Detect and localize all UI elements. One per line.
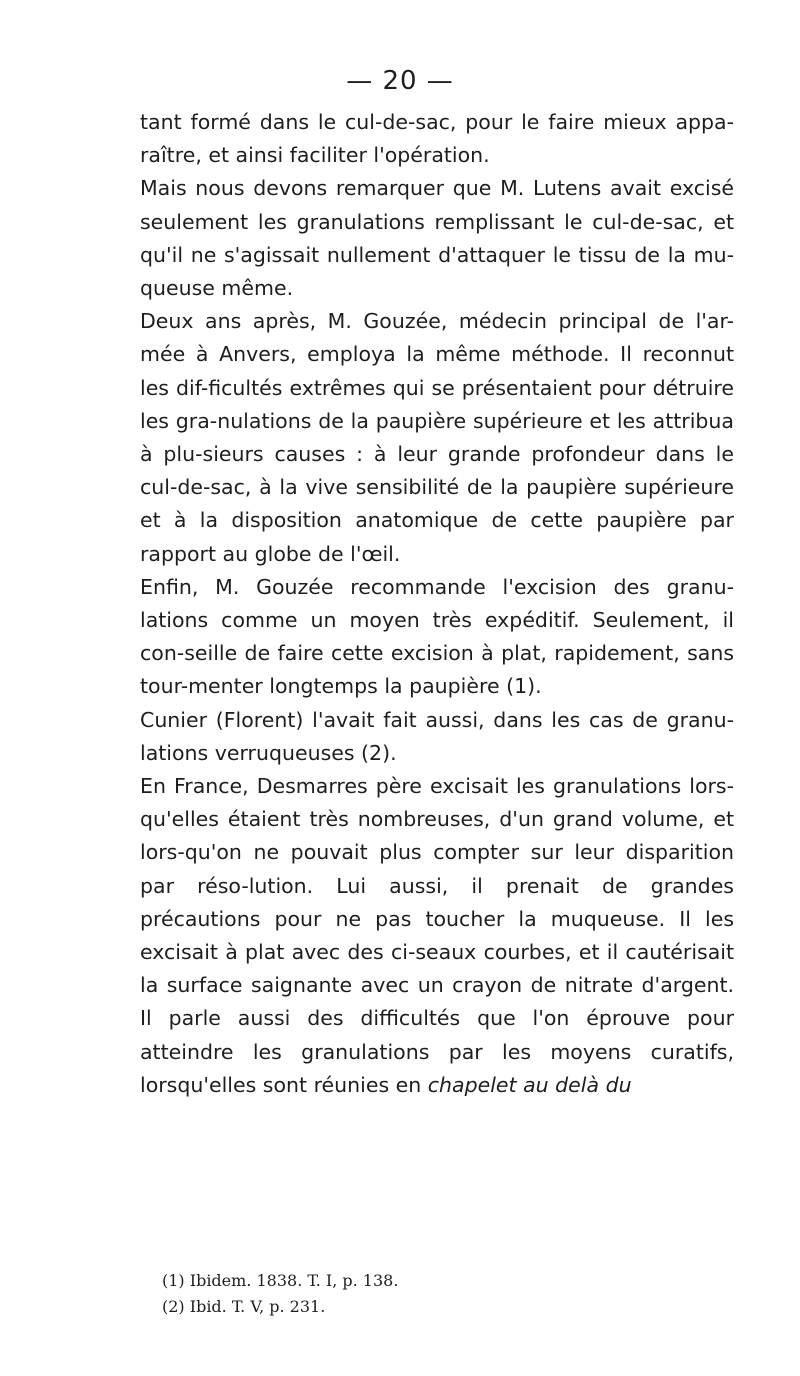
paragraph-6	[140, 770, 734, 1102]
paragraph-1: tant formé dans le cul-de-sac, pour le faire mieux appa-raître, et ainsi faciliter l'opération.	[140, 110, 734, 168]
paragraph-5: Cunier (Florent) l'avait fait aussi, dans les cas de granu-lations verruqueuses (2).	[140, 707, 734, 765]
paragraph-6-italic: chapelet au delà du	[427, 1072, 632, 1097]
body-text	[140, 106, 734, 1102]
footnote-1: (1) Ibidem. 1838. T. I, p. 138.	[162, 1271, 399, 1290]
paragraph-4: Enfin, M. Gouzée recommande l'excision des granu-lations comme un moyen très expéditif. Seulement, il con-seille de faire cette excision à plat, rapidement, sans tour-menter longtemps la paupière (1).	[140, 574, 734, 699]
page-number: — 20 —	[346, 66, 454, 96]
paragraph-2: Mais nous devons remarquer que M. Lutens avait excisé seulement les granulations remplissant le cul-de-sac, et qu'il ne s'agissait nullement d'attaquer le tissu de la mu-queuse même.	[140, 176, 734, 301]
footnotes	[162, 1268, 722, 1320]
footnote-2: (2) Ibid. T. V, p. 231.	[162, 1297, 326, 1316]
paragraph-6-text: En France, Desmarres père excisait les granulations lors-qu'elles étaient très nombreuses, d'un grand volume, et lors-qu'on ne pouvait plus compter sur leur disparition par réso-lution. Lui aussi, il prenait de grandes précautions pour ne pas toucher la muqueuse. Il les excisait à plat avec des ci-seaux courbes, et il cautérisait la surface saignante avec un crayon de nitrate d'argent. Il parle aussi des difficultés que l'on éprouve pour atteindre les granulations par les moyens curatifs, lorsqu'elles sont réunies en	[140, 774, 734, 1097]
paragraph-3: Deux ans après, M. Gouzée, médecin principal de l'ar-mée à Anvers, employa la même méthode. Il reconnut les dif-ficultés extrêmes qui se présentaient pour détruire les gra-nulations de la paupière supérieure et les attribua à plu-sieurs causes : à leur grande profondeur dans le cul-de-sac, à la vive sensibilité de la paupière supérieure et à la disposition anatomique de cette paupière par rapport au globe de l'œil.	[140, 309, 734, 566]
